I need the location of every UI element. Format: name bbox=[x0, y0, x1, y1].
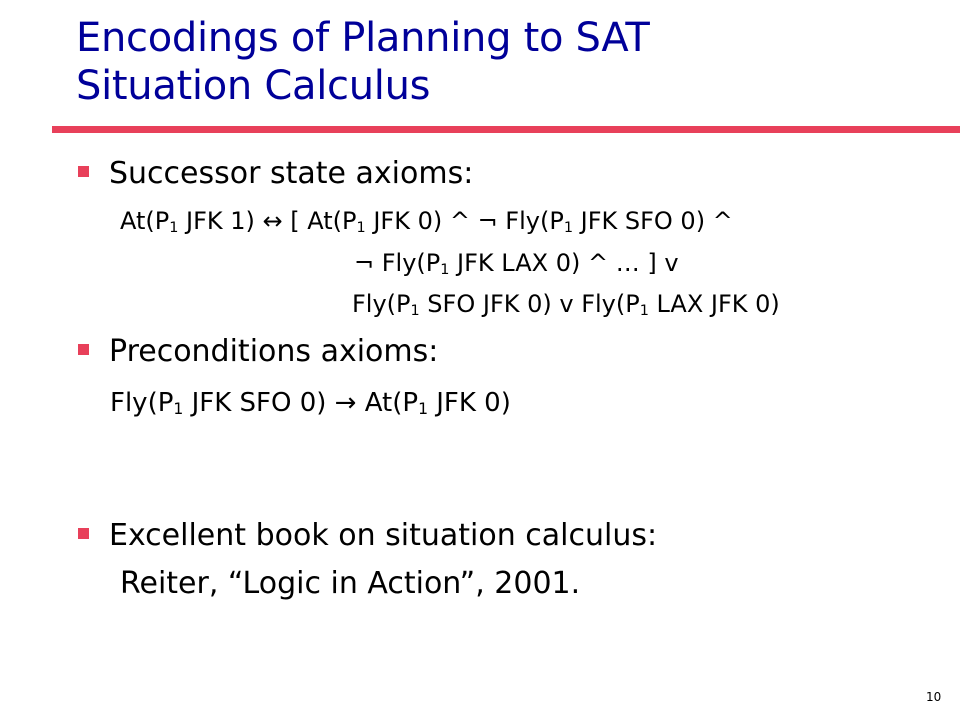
formula-text: JFK LAX 0) ^ … ] v bbox=[449, 249, 679, 277]
formula-text: JFK SFO 0) → At(P bbox=[183, 388, 419, 418]
formula-subscript: 1 bbox=[410, 303, 420, 319]
successor-axiom-line-3 bbox=[352, 289, 780, 319]
formula-subscript: 1 bbox=[440, 262, 450, 278]
bullet-excellent-book bbox=[78, 518, 657, 554]
formula-text: JFK 0) bbox=[427, 388, 511, 418]
formula-subscript: 1 bbox=[563, 220, 573, 236]
bullet-label: Excellent book on situation calculus: bbox=[109, 518, 658, 553]
slide-number: 10 bbox=[926, 690, 942, 704]
formula-text: ¬ Fly(P bbox=[354, 249, 441, 277]
square-bullet-icon bbox=[78, 344, 89, 355]
formula-text: LAX JFK 0) bbox=[648, 290, 780, 318]
formula-subscript: 1 bbox=[639, 303, 649, 319]
successor-axiom-line-2 bbox=[354, 248, 679, 278]
precondition-axiom bbox=[110, 388, 511, 418]
title-line-1: Encodings of Planning to SAT bbox=[76, 15, 650, 61]
formula-text: JFK 0) ^ ¬ Fly(P bbox=[365, 207, 564, 235]
formula-text: JFK 1) ↔ [ At(P bbox=[178, 207, 357, 235]
slide-title bbox=[76, 14, 936, 110]
successor-axiom-line-1 bbox=[120, 206, 733, 236]
formula-subscript: 1 bbox=[418, 400, 428, 418]
bullet-label: Successor state axioms: bbox=[109, 156, 474, 191]
formula-text: Fly(P bbox=[110, 388, 174, 418]
title-underline bbox=[52, 126, 960, 133]
bullet-label: Preconditions axioms: bbox=[109, 334, 439, 369]
formula-text: JFK SFO 0) ^ bbox=[572, 207, 733, 235]
square-bullet-icon bbox=[78, 528, 89, 539]
bullet-successor-state-axioms bbox=[78, 156, 473, 192]
formula-text: Fly(P bbox=[352, 290, 411, 318]
formula-text: At(P bbox=[120, 207, 170, 235]
formula-subscript: 1 bbox=[169, 220, 179, 236]
square-bullet-icon bbox=[78, 166, 89, 177]
book-reference: Reiter, “Logic in Action”, 2001. bbox=[120, 566, 581, 601]
title-line-2: Situation Calculus bbox=[76, 63, 431, 109]
bullet-preconditions-axioms bbox=[78, 334, 438, 370]
formula-subscript: 1 bbox=[173, 400, 184, 418]
formula-text: SFO JFK 0) v Fly(P bbox=[419, 290, 640, 318]
formula-subscript: 1 bbox=[356, 220, 366, 236]
